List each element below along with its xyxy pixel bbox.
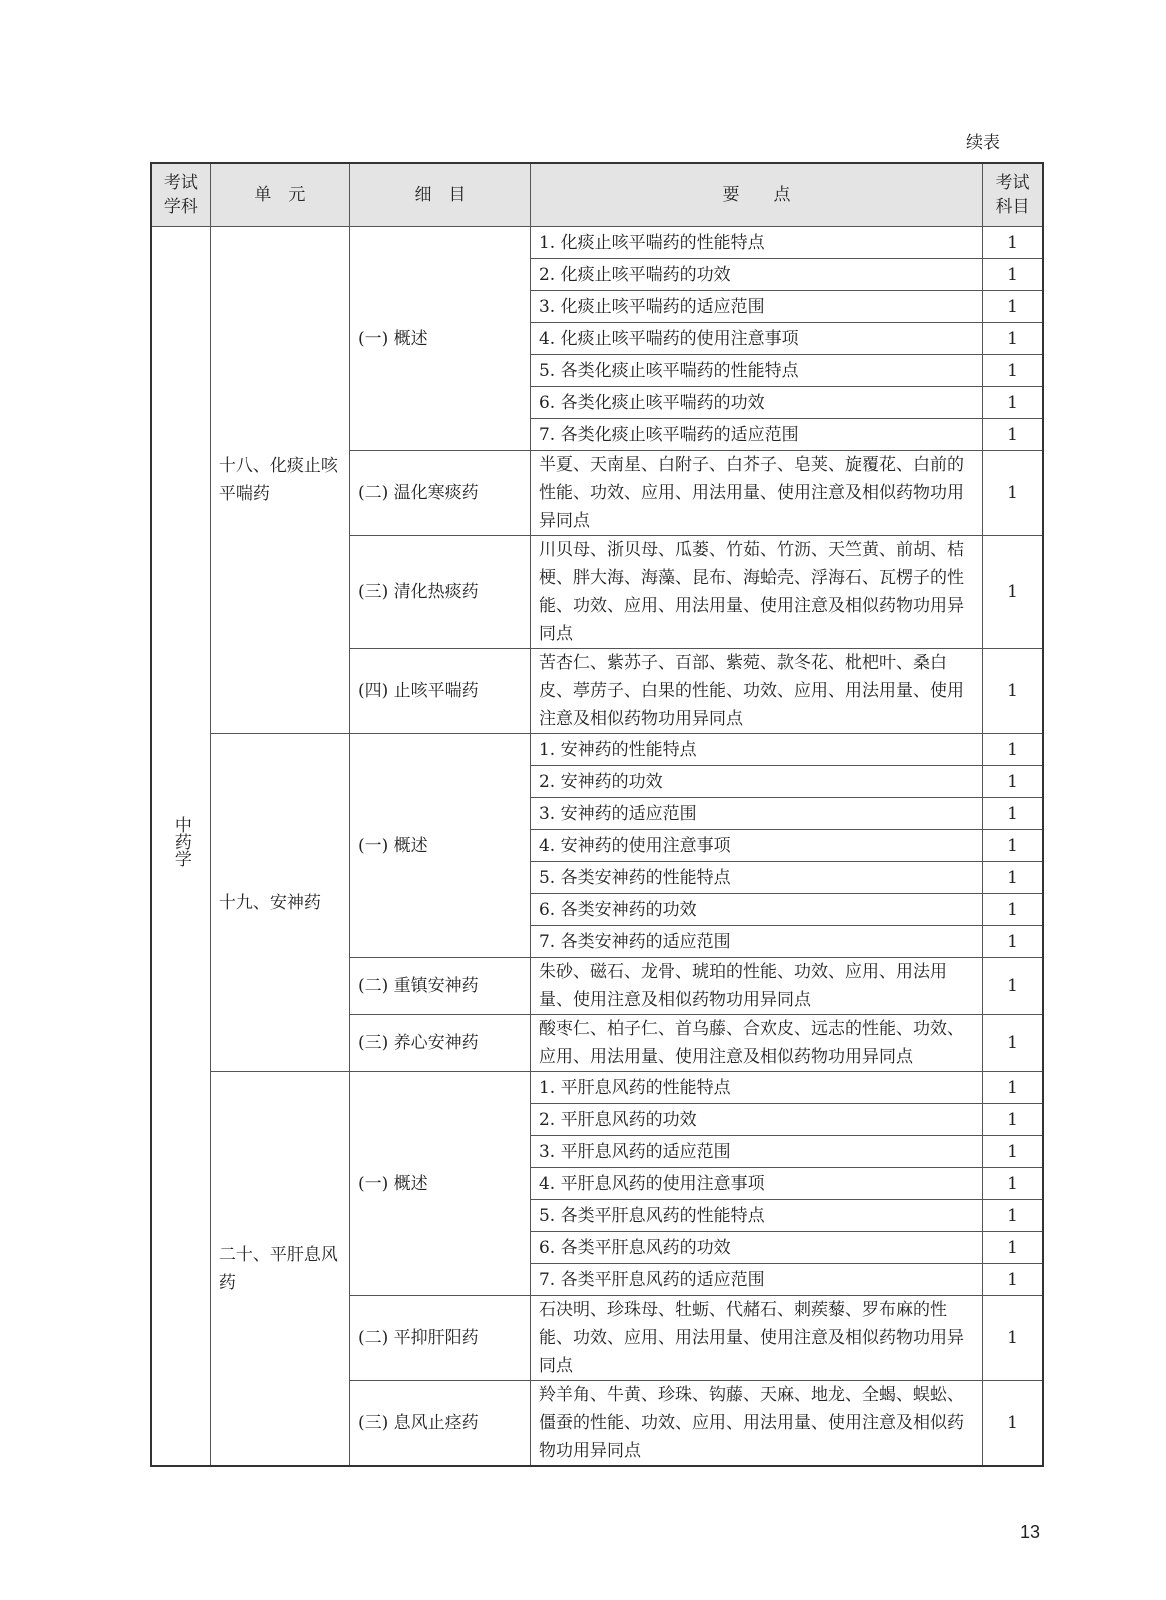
exam-cell: 1: [983, 766, 1043, 798]
point-cell: 石决明、珍珠母、牡蛎、代赭石、刺蒺藜、罗布麻的性能、功效、应用、用法用量、使用注意及相似药物功用异同点: [530, 1296, 982, 1381]
detail-cell: (四) 止咳平喘药: [349, 649, 530, 734]
point-cell: 3. 化痰止咳平喘药的适应范围: [530, 291, 982, 323]
point-cell: 川贝母、浙贝母、瓜蒌、竹茹、竹沥、天竺黄、前胡、桔梗、胖大海、海藻、昆布、海蛤壳、浮海石、瓦楞子的性能、功效、应用、用法用量、使用注意及相似药物功用异同点: [530, 536, 982, 649]
point-cell: 1. 化痰止咳平喘药的性能特点: [530, 227, 982, 259]
point-cell: 6. 各类安神药的功效: [530, 894, 982, 926]
point-cell: 5. 各类安神药的性能特点: [530, 862, 982, 894]
exam-cell: 1: [983, 649, 1043, 734]
exam-cell: 1: [983, 259, 1043, 291]
subject-cell: [151, 227, 210, 1467]
detail-cell: (一) 概述: [349, 227, 530, 451]
point-cell: 1. 平肝息风药的性能特点: [530, 1072, 982, 1104]
unit-cell: 十九、安神药: [210, 734, 349, 1072]
table-row: [151, 734, 1043, 766]
detail-cell: (二) 重镇安神药: [349, 958, 530, 1015]
point-cell: 4. 平肝息风药的使用注意事项: [530, 1168, 982, 1200]
point-cell: 5. 各类平肝息风药的性能特点: [530, 1200, 982, 1232]
exam-cell: 1: [983, 1015, 1043, 1072]
detail-cell: (二) 温化寒痰药: [349, 451, 530, 536]
exam-cell: 1: [983, 419, 1043, 451]
detail-cell: (一) 概述: [349, 734, 530, 958]
unit-cell: 十八、化痰止咳平喘药: [210, 227, 349, 734]
point-cell: 2. 安神药的功效: [530, 766, 982, 798]
detail-cell: (三) 清化热痰药: [349, 536, 530, 649]
point-cell: 羚羊角、牛黄、珍珠、钩藤、天麻、地龙、全蝎、蜈蚣、僵蚕的性能、功效、应用、用法用量、使用注意及相似药物功用异同点: [530, 1381, 982, 1467]
exam-cell: 1: [983, 291, 1043, 323]
point-cell: 6. 各类化痰止咳平喘药的功效: [530, 387, 982, 419]
detail-cell: (三) 养心安神药: [349, 1015, 530, 1072]
exam-cell: 1: [983, 536, 1043, 649]
header-points: 要 点: [530, 163, 982, 227]
header-unit: 单 元: [210, 163, 349, 227]
exam-cell: 1: [983, 926, 1043, 958]
exam-cell: 1: [983, 734, 1043, 766]
exam-cell: 1: [983, 355, 1043, 387]
point-cell: 7. 各类安神药的适应范围: [530, 926, 982, 958]
point-cell: 2. 化痰止咳平喘药的功效: [530, 259, 982, 291]
point-cell: 1. 安神药的性能特点: [530, 734, 982, 766]
subject-label: 中药学: [170, 816, 191, 867]
detail-cell: (二) 平抑肝阳药: [349, 1296, 530, 1381]
table-row: [151, 1072, 1043, 1104]
exam-cell: 1: [983, 1296, 1043, 1381]
exam-cell: 1: [983, 862, 1043, 894]
header-subject: 考试学科: [151, 163, 210, 227]
exam-cell: 1: [983, 1232, 1043, 1264]
detail-cell: (一) 概述: [349, 1072, 530, 1296]
continued-label: 续表: [966, 133, 1000, 153]
point-cell: 7. 各类化痰止咳平喘药的适应范围: [530, 419, 982, 451]
point-cell: 酸枣仁、柏子仁、首乌藤、合欢皮、远志的性能、功效、应用、用法用量、使用注意及相似药物功用异同点: [530, 1015, 982, 1072]
exam-cell: 1: [983, 1381, 1043, 1467]
exam-cell: 1: [983, 894, 1043, 926]
header-detail: 细 目: [349, 163, 530, 227]
exam-cell: 1: [983, 1104, 1043, 1136]
header-row: [151, 163, 1043, 227]
exam-cell: 1: [983, 1072, 1043, 1104]
unit-cell: 二十、平肝息风药: [210, 1072, 349, 1467]
table-body: [151, 227, 1043, 1467]
page-number: 13: [1019, 1522, 1040, 1542]
exam-cell: 1: [983, 387, 1043, 419]
point-cell: 4. 化痰止咳平喘药的使用注意事项: [530, 323, 982, 355]
exam-cell: 1: [983, 323, 1043, 355]
point-cell: 2. 平肝息风药的功效: [530, 1104, 982, 1136]
point-cell: 3. 安神药的适应范围: [530, 798, 982, 830]
point-cell: 半夏、天南星、白附子、白芥子、皂荚、旋覆花、白前的性能、功效、应用、用法用量、使用注意及相似药物功用异同点: [530, 451, 982, 536]
exam-cell: 1: [983, 958, 1043, 1015]
point-cell: 7. 各类平肝息风药的适应范围: [530, 1264, 982, 1296]
point-cell: 朱砂、磁石、龙骨、琥珀的性能、功效、应用、用法用量、使用注意及相似药物功用异同点: [530, 958, 982, 1015]
exam-cell: 1: [983, 1264, 1043, 1296]
exam-cell: 1: [983, 1136, 1043, 1168]
exam-cell: 1: [983, 451, 1043, 536]
syllabus-table: [150, 162, 1044, 1467]
point-cell: 5. 各类化痰止咳平喘药的性能特点: [530, 355, 982, 387]
point-cell: 4. 安神药的使用注意事项: [530, 830, 982, 862]
exam-cell: 1: [983, 227, 1043, 259]
table-row: [151, 227, 1043, 259]
exam-cell: 1: [983, 1200, 1043, 1232]
point-cell: 6. 各类平肝息风药的功效: [530, 1232, 982, 1264]
exam-cell: 1: [983, 798, 1043, 830]
exam-cell: 1: [983, 1168, 1043, 1200]
header-exam: 考试科目: [983, 163, 1043, 227]
point-cell: 苦杏仁、紫苏子、百部、紫菀、款冬花、枇杷叶、桑白皮、葶苈子、白果的性能、功效、应用、用法用量、使用注意及相似药物功用异同点: [530, 649, 982, 734]
point-cell: 3. 平肝息风药的适应范围: [530, 1136, 982, 1168]
detail-cell: (三) 息风止痉药: [349, 1381, 530, 1467]
exam-cell: 1: [983, 830, 1043, 862]
